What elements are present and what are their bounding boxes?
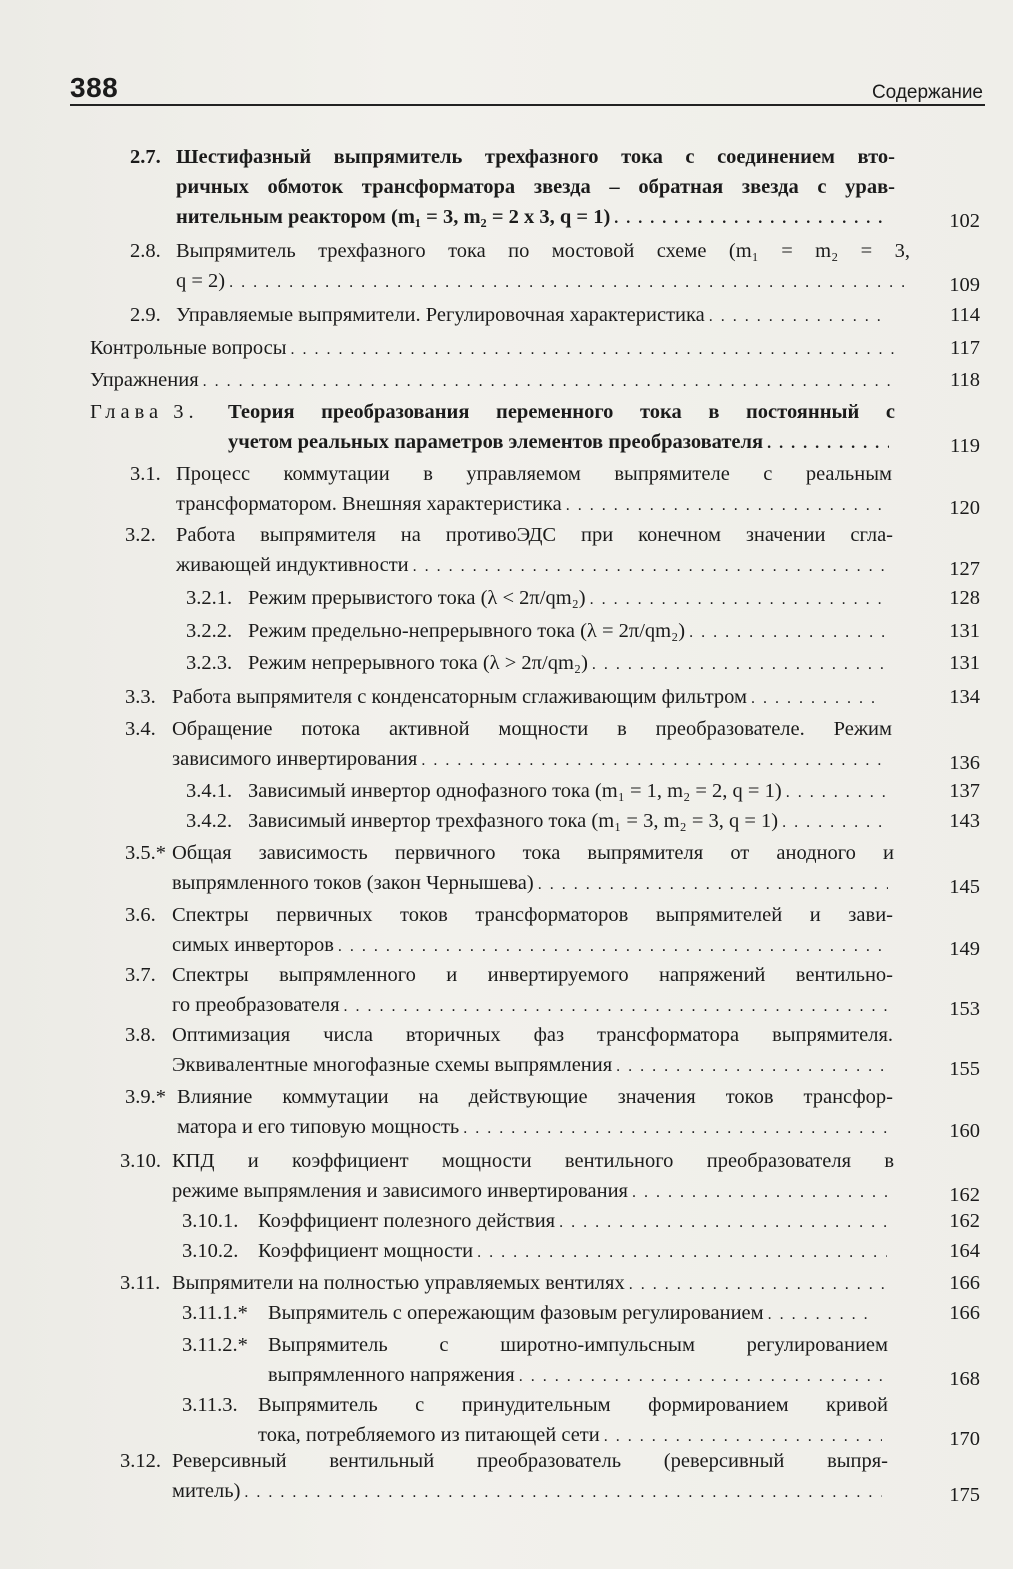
toc-entry-last-line bbox=[268, 1360, 888, 1390]
toc-entry[interactable] bbox=[248, 776, 896, 806]
toc-entry-last-line bbox=[176, 202, 895, 232]
toc-entry[interactable] bbox=[172, 1446, 888, 1506]
toc-page-number[interactable]: 134 bbox=[949, 686, 980, 708]
toc-page-number[interactable]: 170 bbox=[949, 1428, 980, 1450]
toc-entry[interactable] bbox=[176, 142, 895, 232]
toc-entry-line: Выпрямитель с широтно-импульсным регулированием bbox=[268, 1334, 888, 1356]
toc-entry-last-line bbox=[248, 616, 892, 646]
toc-entry-last-line bbox=[172, 930, 893, 960]
toc-page-number[interactable]: 162 bbox=[949, 1210, 980, 1232]
toc-entry[interactable] bbox=[172, 714, 892, 774]
toc-entry-number: 3.11. bbox=[120, 1272, 161, 1294]
toc-entry-last-line bbox=[176, 266, 910, 296]
toc-entry[interactable] bbox=[248, 648, 892, 678]
toc-entry-line: Выпрямитель трехфазного тока по мостовой схеме (m₁ = m₂ = 3, bbox=[176, 240, 910, 262]
dot-leader bbox=[413, 552, 887, 582]
dot-leader bbox=[616, 1052, 887, 1082]
toc-entry[interactable] bbox=[177, 1082, 893, 1142]
toc-entry[interactable] bbox=[172, 900, 893, 960]
toc-entry[interactable] bbox=[248, 616, 892, 646]
toc-entry-number: 3.4.1. bbox=[186, 780, 233, 802]
toc-page-number[interactable]: 109 bbox=[949, 274, 980, 296]
toc-entry-line: Реверсивный вентильный преобразователь (реверсивный выпря- bbox=[172, 1450, 888, 1472]
toc-entry-last-line bbox=[172, 1050, 893, 1080]
toc-entry-number: 3.11.2.* bbox=[182, 1334, 248, 1356]
toc-entry[interactable] bbox=[248, 806, 896, 836]
toc-page-number[interactable]: 153 bbox=[949, 998, 980, 1020]
toc-page-number[interactable]: 149 bbox=[949, 938, 980, 960]
toc-entry-number: 3.10. bbox=[120, 1150, 161, 1172]
toc-entry-title: матора и его типовую мощность bbox=[177, 1116, 460, 1138]
toc-entry-number: 3.9.* bbox=[125, 1086, 166, 1108]
toc-entry-last-line bbox=[172, 744, 892, 774]
toc-entry-line: Влияние коммутации на действующие значения токов трансфор- bbox=[177, 1086, 893, 1108]
toc-entry[interactable] bbox=[176, 236, 910, 296]
toc-entry-number: 3.4. bbox=[125, 718, 156, 740]
toc-entry-title: q = 2) bbox=[176, 270, 226, 292]
toc-entry-number: 3.11.3. bbox=[182, 1394, 238, 1416]
toc-page-number[interactable]: 175 bbox=[949, 1484, 980, 1506]
toc-page-number[interactable]: 114 bbox=[950, 304, 980, 326]
toc-entry-line: Обращение потока активной мощности в преобразователе. Режим bbox=[172, 718, 892, 740]
toc-page-number[interactable]: 166 bbox=[949, 1302, 980, 1324]
toc-entry-title: Режим прерывистого тока (λ < 2π/qm₂) bbox=[248, 587, 586, 609]
dot-leader bbox=[338, 932, 887, 962]
toc-entry[interactable] bbox=[90, 365, 905, 395]
toc-entry-last-line bbox=[228, 427, 895, 457]
toc-entry-last-line bbox=[90, 333, 905, 363]
toc-entry-last-line bbox=[172, 990, 893, 1020]
toc-entry-number: 3.10.1. bbox=[182, 1210, 239, 1232]
toc-page-number[interactable]: 162 bbox=[949, 1184, 980, 1206]
toc-entry-title: Режим непрерывного тока (λ > 2π/qm₂) bbox=[248, 652, 588, 674]
dot-leader bbox=[768, 1300, 876, 1330]
toc-entry-last-line bbox=[248, 776, 896, 806]
toc-entry-title: Зависимый инвертор трехфазного тока (m₁ = 3, m₂ = 3, q = 1) bbox=[248, 810, 779, 832]
toc-entry-last-line bbox=[177, 1112, 893, 1142]
toc-entry-line: ричных обмоток трансформатора звезда – обратная звезда с урав- bbox=[176, 176, 895, 198]
dot-leader bbox=[291, 335, 899, 365]
toc-entry-line: Спектры первичных токов трансформаторов выпрямителей и зави- bbox=[172, 904, 893, 926]
toc-page-number[interactable]: 102 bbox=[949, 210, 980, 232]
toc-page-number[interactable]: 155 bbox=[949, 1058, 980, 1080]
toc-entry-title: тока, потребляемого из питающей сети bbox=[258, 1424, 600, 1446]
dot-leader bbox=[629, 1270, 887, 1300]
toc-entry-number: 3.5.* bbox=[125, 842, 166, 864]
dot-leader bbox=[477, 1238, 887, 1268]
toc-entry-last-line bbox=[172, 868, 894, 898]
toc-entry-number: 2.9. bbox=[130, 304, 161, 326]
toc-entry-title: выпрямленного токов (закон Чернышева) bbox=[172, 872, 534, 894]
toc-entry[interactable] bbox=[176, 459, 892, 519]
toc-entry-line: Процесс коммутации в управляемом выпрямителе с реальным bbox=[176, 463, 892, 485]
toc-entry-number: 2.7. bbox=[130, 146, 161, 168]
toc-entry-line: Спектры выпрямленного и инвертируемого напряжений вентильно- bbox=[172, 964, 893, 986]
toc-entry-last-line bbox=[176, 550, 893, 580]
toc-entry-last-line bbox=[258, 1206, 893, 1236]
toc-entry-line: Работа выпрямителя на противоЭДС при конечном значении сгла- bbox=[176, 524, 893, 546]
toc-entry-title: трансформатором. Внешняя характеристика bbox=[176, 493, 562, 515]
toc-entry-title: учетом реальных параметров элементов преобразователя bbox=[228, 431, 764, 453]
toc-entry-number: 3.12. bbox=[120, 1450, 161, 1472]
toc-entry-last-line bbox=[172, 682, 888, 712]
toc-entry-title: Выпрямители на полностью управляемых вентилях bbox=[172, 1272, 625, 1294]
toc-entry-number: 3.2.3. bbox=[186, 652, 233, 674]
toc-entry-line: Выпрямитель с принудительным формированием кривой bbox=[258, 1394, 888, 1416]
toc-entry-number: 3.2. bbox=[125, 524, 156, 546]
toc-entry[interactable] bbox=[172, 682, 888, 712]
toc-entry-number: Глава 3. bbox=[90, 401, 199, 423]
toc-entry-title: Упражнения bbox=[90, 369, 199, 391]
toc-page-number[interactable]: 164 bbox=[949, 1240, 980, 1262]
toc-entry-last-line bbox=[268, 1298, 882, 1328]
toc-entry-number: 3.8. bbox=[125, 1024, 156, 1046]
toc-entry-last-line bbox=[248, 583, 892, 613]
toc-entry[interactable] bbox=[258, 1390, 888, 1450]
toc-entry-number: 3.1. bbox=[130, 463, 161, 485]
dot-leader bbox=[782, 808, 890, 838]
toc-entry[interactable] bbox=[90, 333, 905, 363]
toc-page-number[interactable]: 117 bbox=[950, 337, 980, 359]
toc-entry[interactable] bbox=[172, 1146, 894, 1206]
dot-leader bbox=[689, 618, 886, 648]
dot-leader bbox=[751, 684, 882, 714]
toc-entry-line: КПД и коэффициент мощности вентильного преобразователя в bbox=[172, 1150, 894, 1172]
dot-leader bbox=[538, 870, 888, 900]
dot-leader bbox=[344, 992, 887, 1022]
dot-leader bbox=[786, 778, 890, 808]
dot-leader bbox=[244, 1478, 882, 1508]
toc-page-number[interactable]: 143 bbox=[949, 810, 980, 832]
toc-page-number[interactable]: 137 bbox=[949, 780, 980, 802]
dot-leader bbox=[421, 746, 886, 776]
dot-leader bbox=[519, 1362, 882, 1392]
toc-entry-last-line bbox=[258, 1236, 893, 1266]
toc-entry-title: симых инверторов bbox=[172, 934, 334, 956]
toc-entry-number: 3.10.2. bbox=[182, 1240, 239, 1262]
dot-leader bbox=[566, 491, 886, 521]
dot-leader bbox=[632, 1178, 888, 1208]
toc-entry-number: 3.2.2. bbox=[186, 620, 233, 642]
toc-entry-line: Шестифазный выпрямитель трехфазного тока с соединением вто- bbox=[176, 146, 895, 168]
toc-page-number[interactable]: 131 bbox=[949, 620, 980, 642]
toc-entry[interactable] bbox=[268, 1330, 888, 1390]
toc-entry-last-line bbox=[172, 1476, 888, 1506]
toc-entry[interactable] bbox=[172, 838, 894, 898]
toc-page-number[interactable]: 131 bbox=[949, 652, 980, 674]
toc-entry[interactable] bbox=[172, 960, 893, 1020]
toc-page-number[interactable]: 160 bbox=[949, 1120, 980, 1142]
toc-entry-number: 3.2.1. bbox=[186, 587, 233, 609]
toc-page-number[interactable]: 127 bbox=[949, 558, 980, 580]
toc-entry-title: Эквивалентные многофазные схемы выпрямления bbox=[172, 1054, 613, 1076]
toc-entry-last-line bbox=[248, 648, 892, 678]
toc-page-number[interactable]: 136 bbox=[949, 752, 980, 774]
toc-entry-line: Теория преобразования переменного тока в постоянный с bbox=[228, 401, 895, 423]
toc-entry[interactable] bbox=[258, 1206, 893, 1236]
toc-entry[interactable] bbox=[268, 1298, 882, 1328]
toc-entry-title: го преобразователя bbox=[172, 994, 340, 1016]
toc-entry-title: Контрольные вопросы bbox=[90, 337, 287, 359]
toc-page-number[interactable]: 128 bbox=[949, 587, 980, 609]
toc-entry-number: 3.4.2. bbox=[186, 810, 233, 832]
toc-entry[interactable] bbox=[228, 397, 895, 457]
toc-entry[interactable] bbox=[248, 583, 892, 613]
toc-entry-title: митель) bbox=[172, 1480, 241, 1502]
toc-entry-title: Режим предельно-непрерывного тока (λ = 2π/qm₂) bbox=[248, 620, 686, 642]
dot-leader bbox=[463, 1114, 887, 1144]
toc-entry-last-line bbox=[90, 365, 905, 395]
toc-entry-title: режиме выпрямления и зависимого инвертирования bbox=[172, 1180, 628, 1202]
toc-entry-number: 3.6. bbox=[125, 904, 156, 926]
toc-entry-number: 3.3. bbox=[125, 686, 156, 708]
toc-entry[interactable] bbox=[172, 1020, 893, 1080]
dot-leader bbox=[709, 302, 884, 332]
toc-entry-title: живающей индуктивности bbox=[176, 554, 409, 576]
toc-entry-last-line bbox=[176, 489, 892, 519]
toc-page-number[interactable]: 145 bbox=[949, 876, 980, 898]
toc-entry-title: Работа выпрямителя с конденсаторным сглаживающим фильтром bbox=[172, 686, 747, 708]
toc-entry-number: 3.11.1.* bbox=[182, 1302, 248, 1324]
dot-leader bbox=[614, 204, 889, 234]
toc-entry-last-line bbox=[172, 1268, 893, 1298]
toc-entry-title: выпрямленного напряжения bbox=[268, 1364, 515, 1386]
toc-entry-title: нительным реактором (m₁ = 3, m₂ = 2 x 3, q = 1) bbox=[176, 206, 611, 228]
dot-leader bbox=[592, 650, 886, 680]
toc-entry-number: 2.8. bbox=[130, 240, 161, 262]
toc-entry-number: 3.7. bbox=[125, 964, 156, 986]
toc-entry-line: Общая зависимость первичного тока выпрямителя от анодного и bbox=[172, 842, 894, 864]
toc-entry[interactable] bbox=[176, 300, 890, 330]
running-head: Содержание bbox=[871, 82, 983, 103]
toc-entry-title: Выпрямитель с опережающим фазовым регулированием bbox=[268, 1302, 764, 1324]
toc-entry[interactable] bbox=[172, 1268, 893, 1298]
dot-leader bbox=[203, 367, 899, 397]
toc-entry-last-line bbox=[248, 806, 896, 836]
toc-entry-line: Оптимизация числа вторичных фаз трансформатора выпрямителя. bbox=[172, 1024, 893, 1046]
dot-leader bbox=[767, 429, 889, 459]
toc-page-number[interactable]: 168 bbox=[949, 1368, 980, 1390]
toc-page-number[interactable]: 166 bbox=[949, 1272, 980, 1294]
toc-entry-title: Управляемые выпрямители. Регулировочная характеристика bbox=[176, 304, 705, 326]
toc-entry-title: Коэффициент полезного действия bbox=[258, 1210, 556, 1232]
toc-entry-title: зависимого инвертирования bbox=[172, 748, 418, 770]
page-number: 388 bbox=[70, 72, 119, 103]
toc-page-number[interactable]: 120 bbox=[949, 497, 980, 519]
toc-entry-last-line bbox=[172, 1176, 894, 1206]
toc-entry-title: Коэффициент мощности bbox=[258, 1240, 474, 1262]
dot-leader bbox=[229, 268, 904, 298]
toc-entry[interactable] bbox=[258, 1236, 893, 1266]
toc-page-number[interactable]: 118 bbox=[950, 369, 980, 391]
toc-entry-last-line bbox=[176, 300, 890, 330]
toc-entry-title: Зависимый инвертор однофазного тока (m₁ = 1, m₂ = 2, q = 1) bbox=[248, 780, 782, 802]
dot-leader bbox=[559, 1208, 887, 1238]
dot-leader bbox=[590, 585, 886, 615]
toc-entry[interactable] bbox=[176, 520, 893, 580]
toc-page-number[interactable]: 119 bbox=[950, 435, 980, 457]
